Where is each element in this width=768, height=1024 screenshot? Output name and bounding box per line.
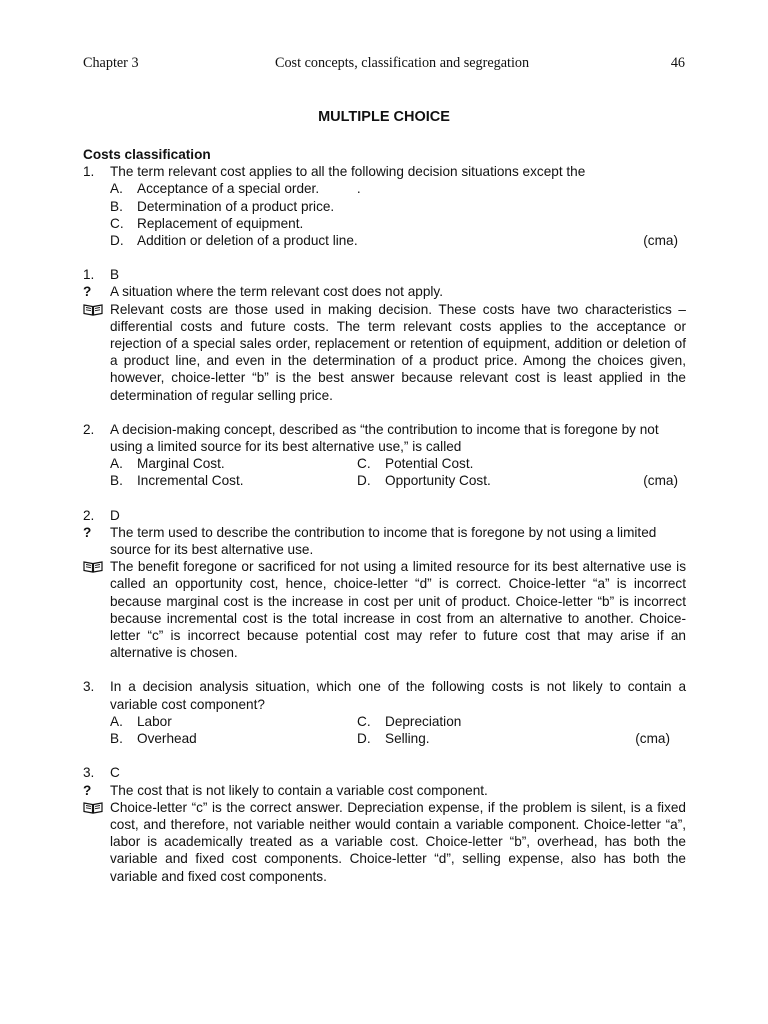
header-chapter: Chapter 3 — [83, 55, 139, 71]
option-letter: B. — [110, 198, 123, 214]
option-letter: D. — [110, 233, 124, 249]
question-3 — [83, 678, 686, 712]
answer-letter: C — [110, 765, 120, 781]
content — [83, 146, 686, 885]
option-row — [110, 730, 686, 747]
hint-text: A situation where the term relevant cost does not apply. — [110, 284, 443, 300]
answer-label: 3. — [83, 765, 95, 781]
answer-label: 1. — [83, 267, 95, 283]
option-row — [110, 455, 686, 472]
answer-row — [83, 507, 686, 524]
option-letter: C. — [110, 215, 124, 231]
question-2 — [83, 421, 686, 455]
header-topic: Cost concepts, classification and segregation — [275, 55, 530, 71]
option-text: Potential Cost. — [385, 456, 474, 472]
hint-row — [83, 782, 686, 799]
question-mark-icon: ? — [83, 524, 92, 540]
answer-row — [83, 266, 686, 283]
question-number: 2. — [83, 421, 95, 437]
hint-text: The cost that is not likely to contain a variable cost component. — [110, 782, 488, 798]
option-text: Opportunity Cost. — [385, 473, 491, 489]
answer-letter: D — [110, 507, 120, 523]
answer-row — [83, 764, 686, 781]
option-row — [110, 713, 686, 730]
question-stem: A decision-making concept, described as “the contribution to income that is foregone by not using a limited source for its best alternative use,” is called — [110, 421, 659, 455]
explanation-text: Relevant costs are those used in making decision. These costs have two characteristics – differential costs and future costs. The term relevant costs applies to the acceptance or rejection of a special sales order, replacement or retention of equipment, addition or deletion of a product line, and even in the determination of a product price. Among the choices given, however, choice-letter “b” is the best answer because relevant cost is least applied in the determination of regular selling price. — [110, 301, 686, 403]
option-letter: A. — [110, 713, 123, 729]
option-letter: A. — [110, 456, 123, 472]
option-row — [110, 232, 686, 249]
option-text: Overhead — [137, 731, 197, 747]
option-letter: C. — [357, 713, 371, 729]
source-tag: (cma) — [643, 233, 678, 249]
option-text: Marginal Cost. — [137, 456, 225, 472]
header-page-number: 46 — [670, 55, 685, 71]
option-letter: A. — [110, 181, 123, 197]
hint-row — [83, 283, 686, 300]
answer-letter: B — [110, 267, 120, 283]
explanation-row — [83, 799, 686, 885]
option-text: Labor — [137, 713, 172, 729]
book-icon — [83, 799, 110, 814]
explanation-row — [83, 558, 686, 661]
book-icon — [83, 301, 110, 316]
page-title: MULTIPLE CHOICE — [318, 109, 450, 125]
book-icon — [83, 558, 110, 573]
option-letter: D. — [357, 473, 371, 489]
question-stem: In a decision analysis situation, which one of the following costs is not likely to contain a variable cost component? — [110, 679, 686, 712]
option-row — [110, 180, 686, 197]
answer-label: 2. — [83, 507, 95, 523]
section-title: Costs classification — [83, 147, 211, 162]
option-text: Depreciation — [385, 713, 462, 729]
option-text: Determination of a product price. — [137, 198, 335, 214]
option-row — [110, 472, 686, 489]
option-text: Addition or deletion of a product line. — [137, 233, 358, 249]
option-text: Selling. — [385, 731, 430, 747]
question-mark-icon: ? — [83, 284, 92, 300]
hint-row — [83, 524, 686, 558]
source-tag: (cma) — [643, 473, 678, 489]
question-mark-icon: ? — [83, 782, 92, 798]
option-letter: B. — [110, 473, 123, 489]
explanation-row — [83, 301, 686, 404]
option-text: Incremental Cost. — [137, 473, 244, 489]
explanation-text: Choice-letter “c” is the correct answer. Depreciation expense, if the problem is silent, is a fixed cost, and therefore, not variable neither would contain a variable component. Choice-letter “a”, labor is academically treated as a variable cost. Choice-letter “b”, overhead, has both the variable and fixed cost components. Choice-letter “d”, selling expense, also has both the variable and fixed cost components. — [110, 799, 686, 884]
option-letter: C. — [357, 456, 371, 472]
option-text: Replacement of equipment. — [137, 215, 304, 231]
hint-text: The term used to describe the contribution to income that is foregone by not using a limited source for its best alternative use. — [110, 524, 657, 558]
option-row — [110, 215, 686, 232]
option-letter: B. — [110, 731, 123, 747]
question-stem: The term relevant cost applies to all the following decision situations except the — [110, 164, 586, 180]
option-letter: D. — [357, 731, 371, 747]
option-row — [110, 198, 686, 215]
question-1 — [83, 163, 686, 180]
question-number: 3. — [83, 679, 95, 695]
question-number: 1. — [83, 164, 95, 180]
source-tag: (cma) — [635, 731, 670, 747]
explanation-text: The benefit foregone or sacrificed for not using a limited resource for its best alternative use is called an opportunity cost, hence, choice-letter “d” is correct. Choice-letter “a” is incorrect because marginal cost is the increase in cost per unit of product. Choice-letter “b” is incorrect because incremental cost is the total increase in cost from an alternative to another. Choice-letter “c” is incorrect because potential cost may refer to future cost that may arise if an alternative is chosen. — [110, 559, 686, 661]
option-text: Acceptance of a special order. . — [137, 181, 361, 197]
